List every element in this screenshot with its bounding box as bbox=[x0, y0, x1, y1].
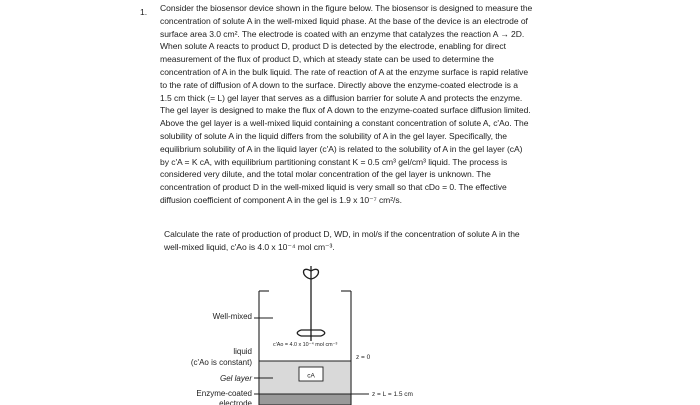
problem-line: measurement of the flux of product D, which at steady state can be used to determine the bbox=[160, 54, 494, 65]
electrode-label: electrode bbox=[219, 399, 252, 405]
problem-line: The gel layer is designed to make the flux of A down to the enzyme-coated surface diffusion limited. bbox=[160, 105, 531, 116]
well-mixed-label: Well-mixed bbox=[212, 312, 252, 321]
problem-line: to the rate of diffusion of A down to the surface. Directly above the enzyme-coated electrode is a bbox=[160, 79, 518, 90]
constant-label: (c'Ao is constant) bbox=[190, 358, 252, 367]
problem-line: 1.5 cm thick (= L) gel layer that serves as a diffusion barrier for solute A and protects the enzyme. bbox=[160, 92, 523, 103]
bulk-concentration-label: c'Ao = 4.0 x 10⁻⁴ mol cm⁻³ bbox=[273, 342, 338, 348]
problem-line: surface area 3.0 cm². The electrode is coated with an enzyme that catalyzes the reaction A → 2D. bbox=[160, 28, 525, 39]
problem-line: diffusion coefficient of component A in the gel is 1.9 x 10⁻⁷ cm²/s. bbox=[160, 194, 402, 205]
z0-label: z = 0 bbox=[356, 354, 371, 361]
calc-line: Calculate the rate of production of product D, WD, in mol/s if the concentration of solute A in the bbox=[164, 229, 520, 239]
enzyme-label: Enzyme-coated bbox=[196, 389, 252, 398]
problem-line: Consider the biosensor device shown in the figure below. The biosensor is designed to measure the bbox=[160, 3, 533, 13]
problem-line: solubility of solute A in the liquid differs from the solubility of A in the gel layer. Specifically, the bbox=[160, 130, 507, 141]
problem-line: considered very dilute, and the total molar concentration of the gel layer is unknown. The bbox=[160, 169, 491, 180]
problem-line: concentration of A in the bulk liquid. The rate of reaction of A at the enzyme surface is rapid relative bbox=[160, 66, 529, 77]
problem-line: equilibrium solubility of A in the liquid layer (c'A) is related to the solubility of A in the gel layer (cA) bbox=[160, 143, 523, 154]
zL-label: z = L = 1.5 cm bbox=[372, 391, 413, 398]
liquid-label: liquid bbox=[233, 347, 252, 356]
electrode bbox=[259, 394, 351, 405]
calc-line: well-mixed liquid, c'Ao is 4.0 x 10⁻⁴ mol cm⁻³. bbox=[164, 241, 335, 252]
gel-concentration-label: cA bbox=[307, 372, 315, 380]
stirrer-icon bbox=[297, 266, 325, 341]
problem-line: Above the gel layer is a well-mixed liquid containing a constant concentration of solute A, c'Ao. The bbox=[160, 118, 529, 129]
problem-line: When solute A reacts to product D, product D is detected by the electrode, enabling for direct bbox=[160, 41, 506, 52]
gel-layer-label: Gel layer bbox=[219, 374, 252, 383]
problem-line: concentration of solute A in the well-mixed liquid phase. At the base of the device is an electrode of bbox=[160, 15, 528, 26]
problem-line: concentration of product D in the well-mixed liquid is very small so that cDo = 0. The effective bbox=[160, 182, 507, 193]
question-number: 1. bbox=[140, 7, 148, 17]
problem-line: by c'A = K cA, with equilibrium partitioning constant K = 0.5 cm³ gel/cm³ liquid. The process is bbox=[160, 156, 508, 167]
